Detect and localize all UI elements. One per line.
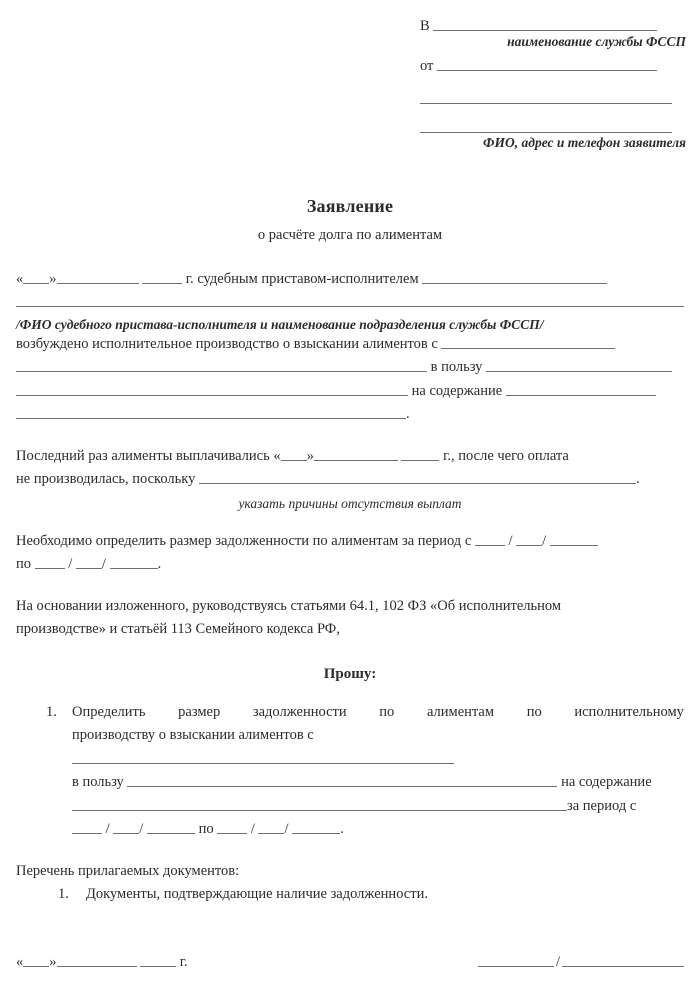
calc-sep-2: / [542, 532, 547, 549]
page-subtitle: о расчёте долга по алиментам [257, 227, 443, 243]
request-from-year-blank[interactable] [147, 819, 195, 834]
signature-slash: / [555, 953, 560, 970]
calc-from-day-blank[interactable] [475, 531, 505, 546]
last-payment-reason-blank[interactable] [199, 470, 636, 485]
last-payment-month-blank[interactable] [314, 446, 398, 461]
signature-year-suffix: г. [179, 953, 188, 970]
signature-name [478, 952, 684, 971]
request-sep-1: / [105, 821, 110, 838]
last-payment-year-blank[interactable] [401, 446, 439, 461]
request-word-5: по [526, 703, 542, 720]
intro-line-2 [16, 291, 684, 314]
request-item-part2: производству о взыскании алиментов с [72, 727, 314, 744]
document-body [16, 268, 684, 907]
request-end-dot: . [340, 821, 344, 838]
intro-bailiff-text: судебным приставом-исполнителем [197, 271, 419, 287]
calc-request-line-2 [16, 553, 684, 576]
request-from-day-blank[interactable] [72, 819, 102, 834]
case-support-label: на содержание [411, 382, 503, 399]
attachments-heading: Перечень прилагаемых документов: [16, 862, 240, 879]
case-end-dot: . [406, 406, 410, 423]
signature-fullname-blank[interactable] [562, 952, 684, 967]
request-word-1: размер [178, 703, 221, 720]
request-item-line-5 [72, 818, 684, 841]
last-payment-year-suffix: г., после чего оплата [443, 447, 569, 464]
signature-sign-blank[interactable] [478, 952, 554, 967]
request-to-day-blank[interactable] [217, 819, 247, 834]
addressee-to-blank[interactable] [433, 16, 657, 31]
intro-bailiff-caption: /ФИО судебного пристава-исполнителя и наименование подразделения службы ФССП/ [16, 316, 544, 332]
last-payment-text-before: Последний раз алименты выплачивались [16, 447, 270, 464]
calc-sep-1: / [508, 532, 513, 549]
request-to-month-blank[interactable] [258, 819, 284, 834]
intro-bailiff-blank-1[interactable] [422, 269, 607, 284]
calc-to-word: по [16, 556, 32, 573]
addressee-from-row-3 [420, 117, 686, 133]
case-line-1-text: возбуждено исполнительное производство о взыскании алиментов с [16, 335, 438, 352]
title-block [0, 196, 700, 244]
calc-end-dot: . [157, 556, 162, 573]
last-payment-quote-open: « [273, 447, 281, 464]
addressee-from-label: от [420, 58, 434, 75]
last-payment-text-after: не производилась, поскольку [16, 471, 196, 488]
calc-sep-3: / [68, 556, 73, 573]
signature-quote-open: « [16, 953, 24, 970]
addressee-from-row-2 [420, 88, 686, 104]
case-debtor-blank-1[interactable] [441, 334, 615, 349]
signature-date [16, 952, 188, 971]
last-payment-caption: указать причины отсутствия выплат [238, 495, 462, 511]
request-item-number: 1. [46, 703, 57, 720]
calc-from-year-blank[interactable] [550, 531, 598, 546]
calc-to-year-blank[interactable] [110, 555, 158, 570]
request-sep-2: / [139, 821, 144, 838]
calc-request-line-1 [16, 530, 684, 553]
case-in-favor-blank-2[interactable] [16, 381, 408, 396]
case-in-favor-label: в пользу [430, 359, 483, 376]
case-line-3 [16, 380, 684, 403]
addressee-from-caption: ФИО, адрес и телефон заявителя [483, 134, 686, 150]
case-line-1 [16, 333, 684, 356]
calc-sep-4: / [101, 556, 106, 573]
signature-quote-close: » [49, 953, 57, 970]
addressee-to-row [420, 16, 686, 33]
request-list [16, 701, 684, 842]
case-line-2 [16, 356, 684, 379]
intro-year-blank[interactable] [142, 269, 182, 284]
page-title: Заявление [306, 196, 394, 216]
request-word-4: алиментам [426, 703, 495, 720]
last-payment-end-dot: . [636, 471, 640, 488]
request-to-year-blank[interactable] [292, 819, 340, 834]
intro-bailiff-blank-2[interactable] [16, 293, 684, 308]
request-to-word: по [198, 821, 214, 838]
attachment-item-number: 1. [58, 886, 69, 903]
signature-block [16, 952, 684, 971]
request-word-2: задолженности [252, 703, 347, 720]
request-word-0: Определить [72, 703, 146, 720]
attachments-list [16, 883, 684, 906]
addressee-to-label: В [420, 17, 430, 34]
list-item [16, 701, 684, 842]
request-word-3: по [379, 703, 395, 720]
case-line-4 [16, 403, 684, 426]
intro-year-suffix: г. [185, 271, 194, 287]
request-support-blank[interactable] [72, 796, 567, 811]
last-payment-line-1 [16, 445, 684, 468]
addressee-from-blank-1[interactable] [437, 56, 657, 71]
addressee-to-caption: наименование службы ФССП [507, 34, 686, 50]
request-heading: Прошу: [323, 665, 377, 682]
case-support-blank-1[interactable] [506, 381, 656, 396]
case-debtor-blank-2[interactable] [16, 358, 427, 373]
last-payment-line-2 [16, 468, 684, 491]
request-item-line-4 [72, 795, 684, 818]
request-in-favor-blank[interactable] [127, 773, 557, 788]
request-debtor-blank-1[interactable] [72, 749, 454, 764]
signature-day-blank[interactable] [23, 952, 49, 967]
intro-line [16, 268, 684, 291]
intro-day-blank[interactable] [23, 269, 49, 284]
case-in-favor-blank-1[interactable] [486, 358, 672, 373]
signature-month-blank[interactable] [57, 952, 137, 967]
request-from-month-blank[interactable] [113, 819, 139, 834]
request-item-line-3 [72, 771, 684, 794]
request-for-period-label: за период с [567, 797, 637, 814]
calc-to-month-blank[interactable] [76, 555, 102, 570]
calc-request-text: Необходимо определить размер задолженности по алиментам за период с [16, 532, 472, 549]
addressee-block [420, 16, 686, 157]
addressee-from-blank-2[interactable] [420, 88, 672, 104]
request-word-6: исполнительному [574, 703, 684, 720]
case-support-blank-2[interactable] [16, 405, 406, 420]
request-sep-4: / [284, 821, 289, 838]
legal-basis-line-2: производстве» и статьёй 113 Семейного кодекса РФ, [16, 621, 340, 638]
addressee-from-row [420, 56, 686, 73]
request-item-line-2 [72, 724, 684, 771]
request-item-line-1 [72, 701, 684, 724]
request-sep-3: / [250, 821, 255, 838]
intro-quote-open: « [16, 271, 24, 287]
attachment-item-text: Документы, подтверждающие наличие задолженности. [86, 886, 428, 903]
request-support-label: на содержание [561, 774, 652, 791]
addressee-from-blank-3[interactable] [420, 117, 672, 133]
intro-month-blank[interactable] [57, 269, 139, 284]
request-in-favor-label: в пользу [72, 774, 124, 791]
last-payment-quote-close: » [306, 447, 314, 464]
last-payment-day-blank[interactable] [281, 446, 307, 461]
list-item [16, 883, 684, 906]
calc-from-month-blank[interactable] [516, 531, 542, 546]
calc-to-day-blank[interactable] [35, 555, 65, 570]
legal-basis-line-1: На основании изложенного, руководствуясь статьями 64.1, 102 ФЗ «Об исполнительном [16, 597, 562, 614]
signature-year-blank[interactable] [140, 952, 176, 967]
intro-quote-close: » [49, 271, 57, 287]
